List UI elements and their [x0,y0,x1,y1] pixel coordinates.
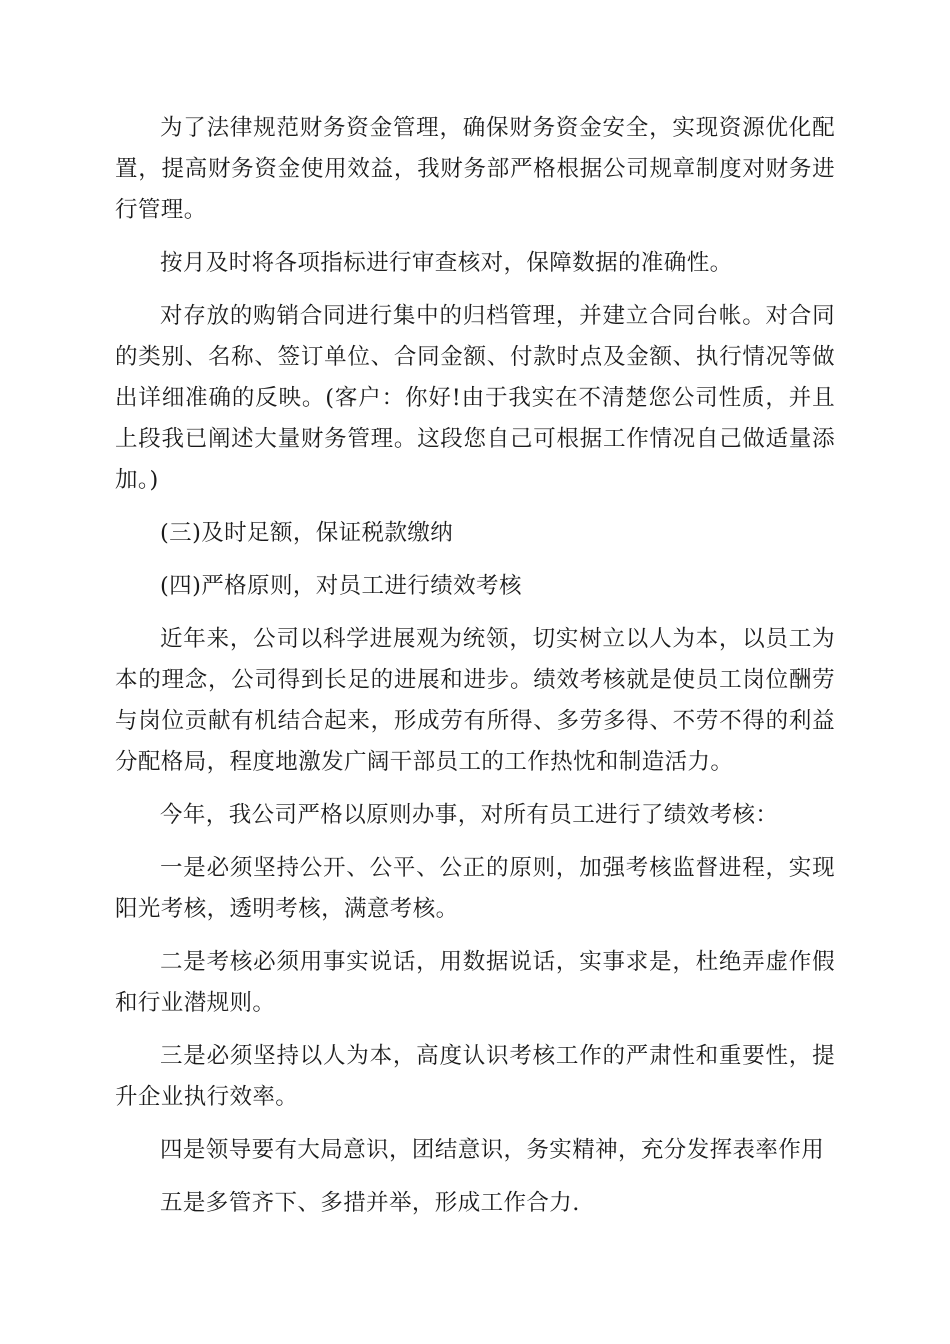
section-heading-tax: (三)及时足额，保证税款缴纳 [160,520,454,546]
document-body [115,108,835,1236]
list-item-fourth: 四是领导要有大局意识，团结意识，务实精神，充分发挥表率作用 [160,1137,825,1163]
paragraph-financial-management: 为了法律规范财务资金管理，确保财务资金安全，实现资源优化配置，提高财务资金使用效益，我财务部严格根据公司规章制度对财务进行管理。 [115,115,835,223]
list-item-fifth: 五是多管齐下、多措并举，形成工作合力. [160,1190,580,1216]
list-item-second: 二是考核必须用事实说话，用数据说话，实事求是，杜绝弄虚作假和行业潜规则。 [115,949,835,1016]
paragraph-recent-years: 近年来，公司以科学进展观为统领，切实树立以人为本，以员工为本的理念，公司得到长足的进展和进步。绩效考核就是使员工岗位酬劳与岗位贡献有机结合起来，形成劳有所得、多劳多得、不劳不得的利益分配格局，程度地激发广阔干部员工的工作热忱和制造活力。 [115,626,835,775]
paragraph-this-year: 今年，我公司严格以原则办事，对所有员工进行了绩效考核： [160,802,779,828]
paragraph-contract-archive: 对存放的购销合同进行集中的归档管理，并建立合同台帐。对合同的类别、名称、签订单位、合同金额、付款时点及金额、执行情况等做出详细准确的反映。(客户：你好!由于我实在不清楚您公司性质，并且上段我已阐述大量财务管理。这段您自己可根据工作情况自己做适量添加。) [115,303,835,493]
list-item-third: 三是必须坚持以人为本，高度认识考核工作的严肃性和重要性，提升企业执行效率。 [115,1043,835,1110]
list-item-first: 一是必须坚持公开、公平、公正的原则，加强考核监督进程，实现阳光考核，透明考核，满意考核。 [115,855,835,922]
paragraph-monthly-review: 按月及时将各项指标进行审查核对，保障数据的准确性。 [160,250,733,276]
section-heading-performance: (四)严格原则，对员工进行绩效考核 [160,573,522,599]
